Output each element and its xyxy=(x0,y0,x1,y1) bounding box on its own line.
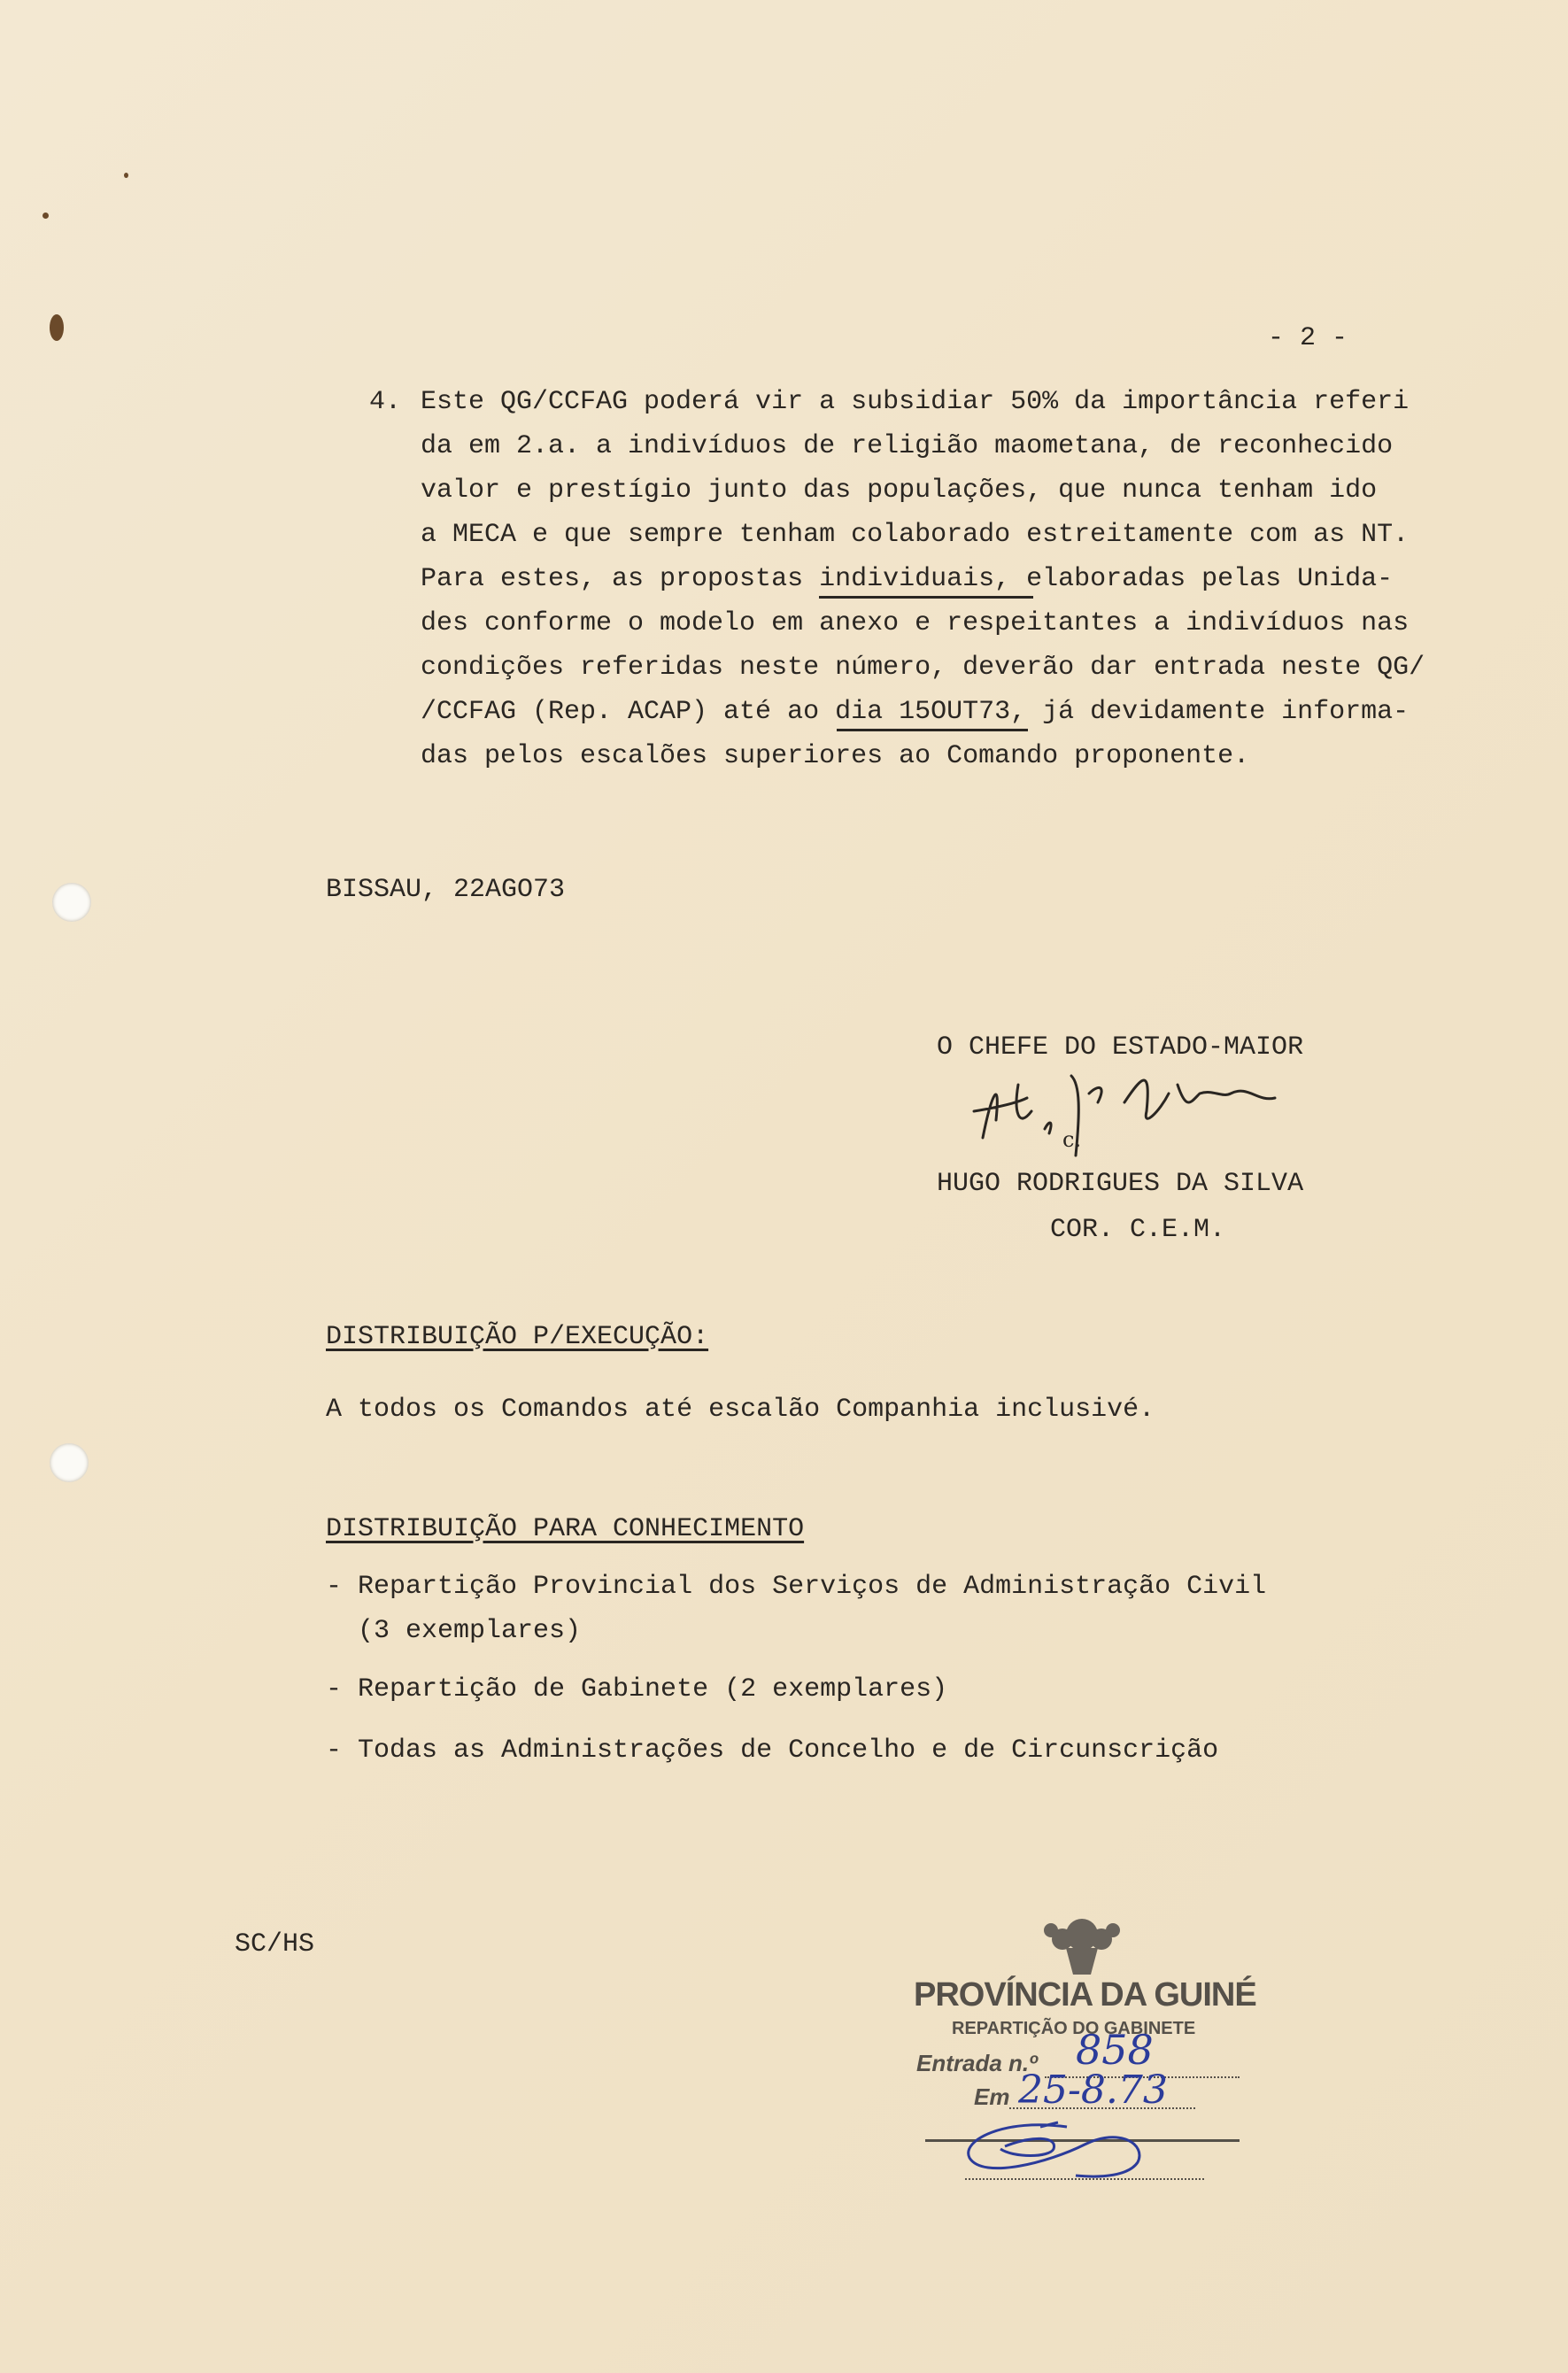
paragraph-number: 4. xyxy=(369,387,402,417)
paragraph-line: da em 2.a. a indivíduos de religião maometana, de reconhecido xyxy=(421,431,1394,461)
place-date: BISSAU, 22AGO73 xyxy=(326,875,566,905)
underline-date xyxy=(837,729,1028,731)
stain xyxy=(42,213,49,219)
stamp-bottom-line xyxy=(965,2178,1204,2180)
distribution-item: - Todas as Administrações de Concelho e de Circunscrição xyxy=(326,1735,1219,1766)
paragraph-line: /CCFAG (Rep. ACAP) até ao dia 15OUT73, já devidamente informa- xyxy=(421,697,1410,727)
paragraph-line: Para estes, as propostas individuais, elaboradas pelas Unida- xyxy=(421,564,1394,594)
stamp-initials-signature xyxy=(952,2109,1164,2180)
punch-hole xyxy=(50,1443,89,1482)
distribution-knowledge-heading: DISTRIBUIÇÃO PARA CONHECIMENTO xyxy=(326,1514,805,1544)
paragraph-line: condições referidas neste número, deverão dar entrada neste QG/ xyxy=(421,653,1425,683)
stamp-date-label: Em xyxy=(974,2083,1010,2110)
paragraph-line: das pelos escalões superiores ao Comando proponente. xyxy=(421,741,1250,771)
distribution-item: - Repartição de Gabinete (2 exemplares) xyxy=(326,1674,948,1704)
punch-hole xyxy=(52,883,91,922)
signatory-name: HUGO RODRIGUES DA SILVA xyxy=(937,1169,1304,1199)
paragraph-line: a MECA e que sempre tenham colaborado estreitamente com as NT. xyxy=(421,520,1410,550)
entry-number: 858 xyxy=(1076,2026,1154,2074)
reference-initials: SC/HS xyxy=(235,1929,315,1959)
handwritten-signature xyxy=(965,1058,1381,1173)
underline-individuais xyxy=(819,596,1033,599)
paragraph-line: valor e prestígio junto das populações, que nunca tenham ido xyxy=(421,475,1378,506)
stamp-department: REPARTIÇÃO DO GABINETE xyxy=(952,2019,1196,2038)
stamp-province: PROVÍNCIA DA GUINÉ xyxy=(914,1976,1256,2014)
stamp-entry-label: Entrada n.º xyxy=(916,2050,1038,2076)
registry-stamp xyxy=(885,1877,1284,2196)
signatory-title: O CHEFE DO ESTADO-MAIOR xyxy=(937,1032,1304,1063)
stain xyxy=(124,173,128,178)
distribution-item: (3 exemplares) xyxy=(326,1616,582,1646)
distribution-execution-text: A todos os Comandos até escalão Companhia inclusivé. xyxy=(326,1395,1155,1425)
coat-of-arms-icon xyxy=(1038,1913,1126,1979)
page-number: - 2 - xyxy=(1268,323,1348,353)
entry-date: 25-8.73 xyxy=(1018,2068,1168,2113)
paragraph-line: Este QG/CCFAG poderá vir a subsidiar 50% da importância referi xyxy=(421,387,1410,417)
signatory-rank: COR. C.E.M. xyxy=(1050,1215,1226,1245)
stain xyxy=(50,314,64,341)
distribution-item: - Repartição Provincial dos Serviços de Administração Civil xyxy=(326,1572,1267,1602)
paragraph-line: des conforme o modelo em anexo e respeitantes a indivíduos nas xyxy=(421,608,1410,638)
distribution-execution-heading: DISTRIBUIÇÃO P/EXECUÇÃO: xyxy=(326,1322,709,1352)
svg-text:c.: c. xyxy=(1062,1127,1082,1152)
